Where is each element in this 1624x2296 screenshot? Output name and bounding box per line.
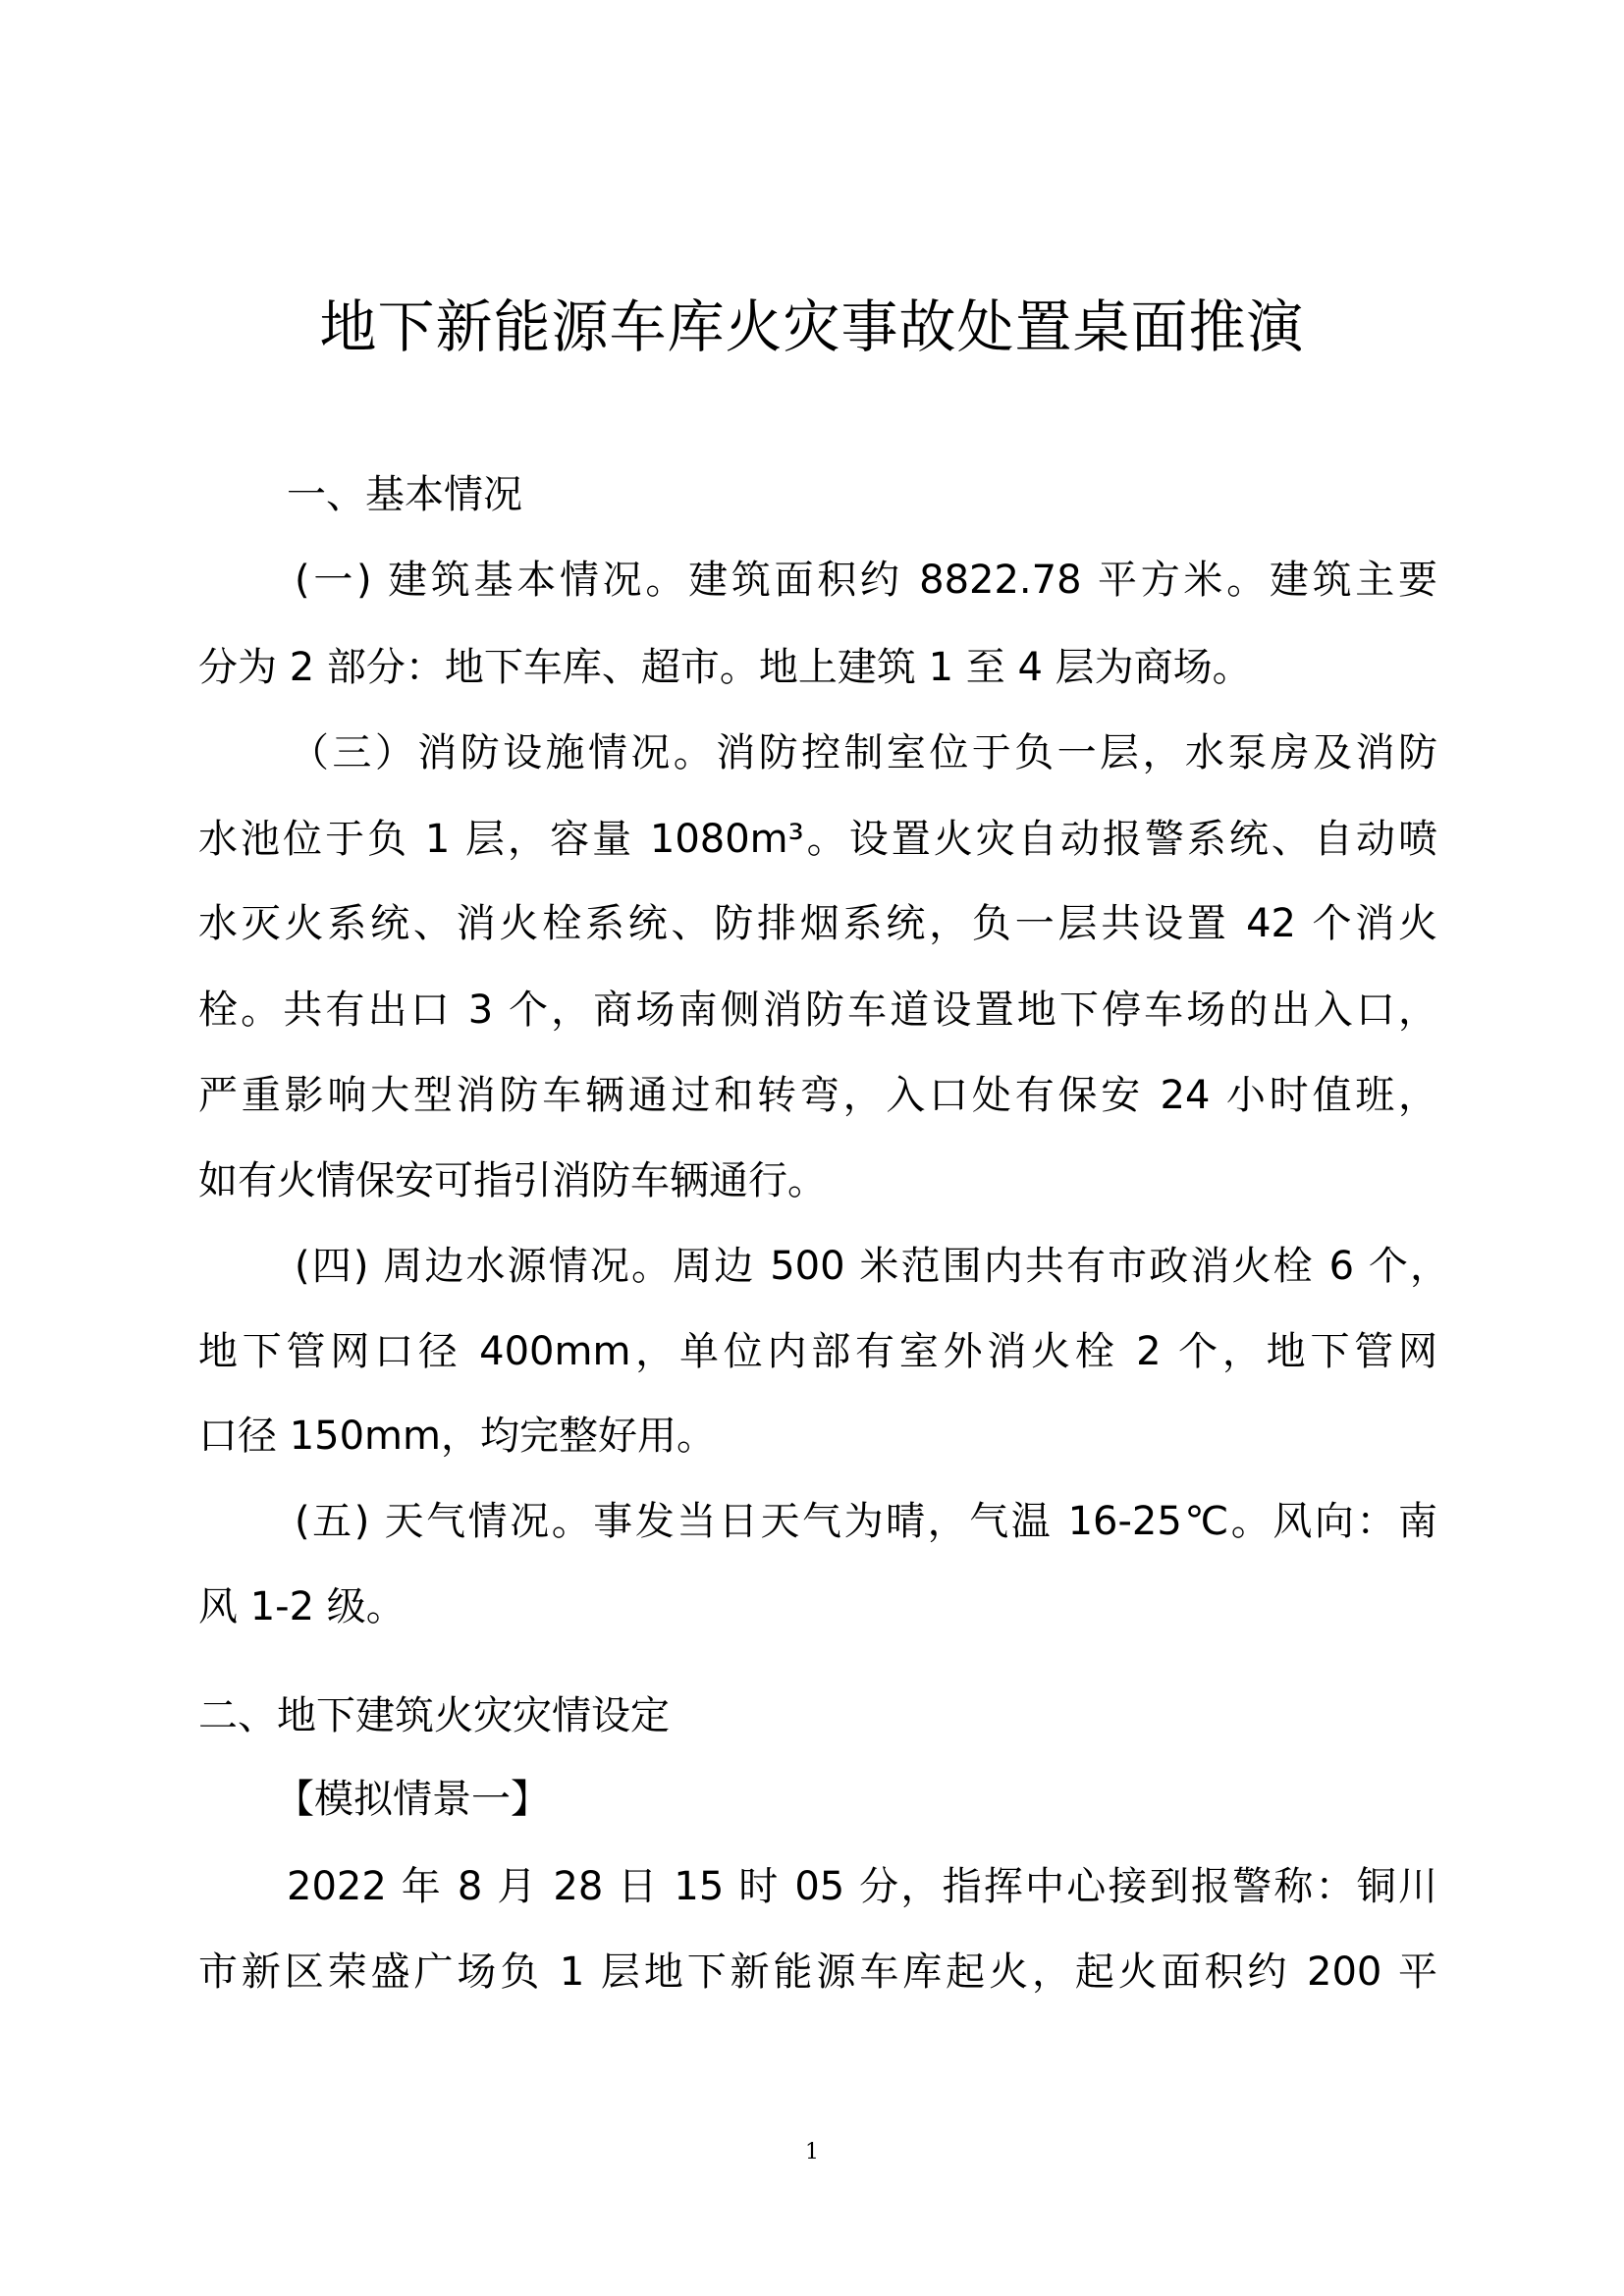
paragraph-line: 地下管网口径 400mm，单位内部有室外消火栓 2 个，地下管网 — [198, 1329, 1437, 1374]
paragraph-line: 2022 年 8 月 28 日 15 时 05 分，指挥中心接到报警称：铜川 — [287, 1864, 1437, 1909]
paragraph-line: 市新区荣盛广场负 1 层地下新能源车库起火，起火面积约 200 平 — [198, 1949, 1437, 1995]
paragraph-line: 栓。共有出口 3 个，商场南侧消防车道设置地下停车场的出入口， — [198, 988, 1437, 1033]
section-heading-fire-scenario: 二、地下建筑火灾灾情设定 — [198, 1693, 670, 1738]
scenario-heading: 【模拟情景一】 — [275, 1777, 550, 1822]
paragraph-line: （三）消防设施情况。消防控制室位于负一层，水泵房及消防 — [290, 730, 1437, 775]
paragraph-line: (一) 建筑基本情况。建筑面积约 8822.78 平方米。建筑主要 — [295, 558, 1437, 603]
paragraph-line: 分为 2 部分：地下车库、超市。地上建筑 1 至 4 层为商场。 — [198, 645, 1252, 690]
paragraph-line: 如有火情保安可指引消防车辆通行。 — [198, 1158, 827, 1203]
document-title: 地下新能源车库火灾事故处置桌面推演 — [319, 294, 1305, 360]
paragraph-line: 风 1-2 级。 — [198, 1584, 406, 1629]
paragraph-line: (四) 周边水源情况。周边 500 米范围内共有市政消火栓 6 个， — [295, 1244, 1449, 1289]
paragraph-line: (五) 天气情况。事发当日天气为晴，气温 16-25℃。风向：南 — [295, 1499, 1437, 1544]
paragraph-line: 严重影响大型消防车辆通过和转弯，入口处有保安 24 小时值班， — [198, 1073, 1437, 1118]
paragraph-line: 水池位于负 1 层，容量 1080m³。设置火灾自动报警系统、自动喷 — [198, 817, 1437, 862]
section-heading-basic-info: 一、基本情况 — [287, 472, 522, 517]
paragraph-line: 口径 150mm，均完整好用。 — [198, 1414, 716, 1459]
paragraph-line: 水灭火系统、消火栓系统、防排烟系统，负一层共设置 42 个消火 — [198, 901, 1437, 946]
page-number: 1 — [805, 2140, 819, 2164]
